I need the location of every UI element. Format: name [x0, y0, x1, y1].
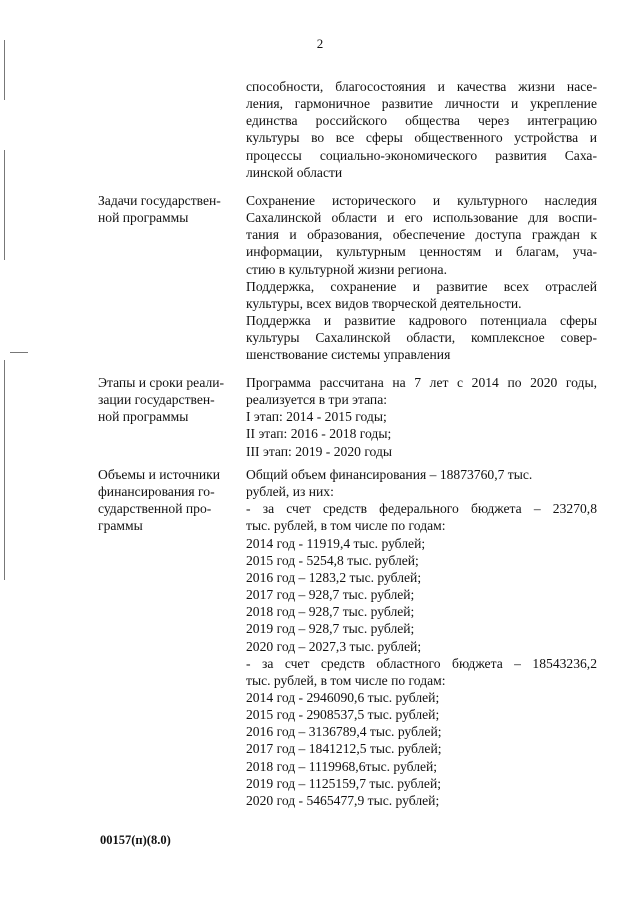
section-label-line: финансирования го-	[98, 484, 215, 500]
section-content-line: тыс. рублей, в том числе по годам:	[246, 518, 446, 534]
section-content-line: 2016 год – 1283,2 тыс. рублей;	[246, 569, 422, 585]
binding-mark	[4, 360, 5, 580]
section-content-line: 2018 год – 1119968,6тыс. рублей;	[246, 758, 438, 774]
section-content-line: 2015 год - 2908537,5 тыс. рублей;	[246, 707, 440, 723]
section-content-line: Поддержка и развитие кадрового потенциала сферы	[246, 313, 597, 329]
section-label-line: ной программы	[98, 210, 189, 226]
section-content-line: 2020 год - 5465477,9 тыс. рублей;	[246, 792, 440, 808]
section-content-line: Сохранение исторического и культурного наследия	[246, 193, 597, 208]
section-content-line: - за счет средств федерального бюджета – 23270,8	[246, 501, 597, 517]
section-content-line: тыс. рублей, в том числе по годам:	[246, 672, 446, 688]
continuation-line: способности, благосостояния и качества жизни насе-	[246, 79, 597, 94]
binding-mark	[4, 150, 5, 260]
section-content-line: 2017 год – 1841212,5 тыс. рублей;	[246, 741, 442, 757]
section-content-line: 2015 год - 5254,8 тыс. рублей;	[246, 552, 419, 568]
section-content-line: реализуется в три этапа:	[246, 392, 388, 408]
section-content-line: 2019 год – 928,7 тыс. рублей;	[246, 621, 415, 637]
section-label-line: Этапы и сроки реали-	[98, 375, 225, 390]
section-content-line: 2019 год – 1125159,7 тыс. рублей;	[246, 775, 441, 791]
section-content-line: шенствование системы управления	[246, 347, 451, 363]
section-content-line: Поддержка, сохранение и развитие всех отраслей	[246, 278, 597, 294]
continuation-line: процессы социально-экономического развития Саха-	[246, 147, 597, 163]
continuation-line: линской области	[246, 164, 343, 180]
section-content-line: II этап: 2016 - 2018 годы;	[246, 426, 392, 442]
section-content-line: стию в культурной жизни региона.	[246, 261, 447, 277]
section-content-line: 2014 год - 2946090,6 тыс. рублей;	[246, 689, 440, 705]
section-content-line: - за счет средств областного бюджета – 18543236,2	[246, 655, 597, 671]
page-number: 2	[316, 36, 324, 51]
continuation-line: культуры во все сферы общественного устройства и	[246, 130, 597, 146]
section-content-line: I этап: 2014 - 2015 годы;	[246, 409, 387, 425]
section-content-line: 2018 год – 928,7 тыс. рублей;	[246, 604, 415, 620]
binding-mark	[10, 352, 28, 353]
section-content-line: информации, культурным ценностям и благам, уча-	[246, 244, 597, 260]
section-label-line: ной программы	[98, 409, 189, 425]
section-content-line: 2020 год – 2027,3 тыс. рублей;	[246, 638, 422, 654]
section-content-line: 2016 год – 3136789,4 тыс. рублей;	[246, 724, 442, 740]
section-content-line: 2014 год - 11919,4 тыс. рублей;	[246, 535, 426, 551]
section-label-line: граммы	[98, 518, 143, 534]
binding-mark	[4, 40, 5, 100]
continuation-line: единства российского общества через интеграцию	[246, 113, 597, 129]
continuation-line: ления, гармоничное развитие личности и укрепление	[246, 96, 597, 112]
section-content-line: рублей, из них:	[246, 484, 334, 500]
section-content-line: 2017 год – 928,7 тыс. рублей;	[246, 587, 415, 603]
section-content-line: тания и образования, обеспечение доступа граждан к	[246, 227, 597, 243]
section-content-line: культуры Сахалинской области, комплексное совер-	[246, 330, 597, 346]
section-content-line: III этап: 2019 - 2020 годы	[246, 443, 393, 459]
section-content-line: Сахалинской области и его использование для воспи-	[246, 210, 597, 226]
section-content-line: культуры, всех видов творческой деятельности.	[246, 295, 522, 311]
section-label-line: зации государствен-	[98, 392, 215, 408]
footer-code: 00157(п)(8.0)	[100, 833, 171, 847]
section-label-line: Объемы и источники	[98, 467, 221, 482]
section-label-line: Задачи государствен-	[98, 193, 221, 208]
section-label-line: сударственной про-	[98, 501, 212, 517]
section-content-line: Программа рассчитана на 7 лет с 2014 по 2020 годы,	[246, 375, 597, 390]
section-content-line: Общий объем финансирования – 18873760,7 тыс.	[246, 467, 533, 482]
